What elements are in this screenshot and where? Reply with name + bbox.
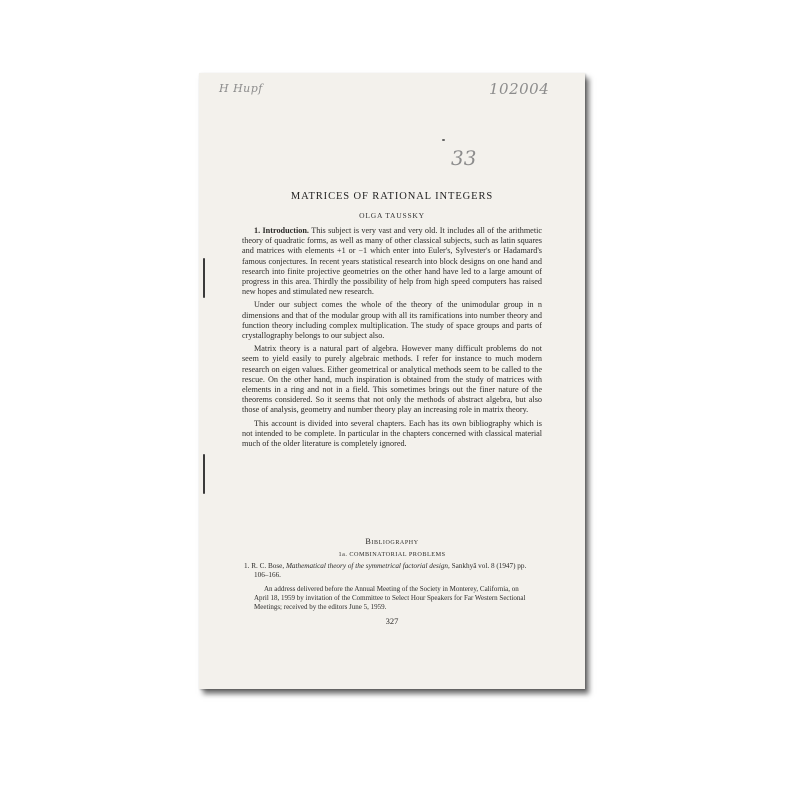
paragraph-text: This subject is very vast and very old. It includes all of the arithmetic theory of quadratic forms, as well as many of other classical subjects, such as latin squares and matrices with elements +1 or −1 which enter into Euler's, Sylvester's or Hadamard's famous conjectures. In recent years statistical research into block designs on one hand and research into finite projective geometries on the other hand have led to a large amount of progress in this area. Thirdly the possibility of help from high speed computers has raised new hopes and stimulated new research. (242, 226, 543, 297)
staple-bottom (203, 454, 205, 494)
reference-title: Mathematical theory of the symmetrical factorial design, (285, 562, 450, 570)
article-title: MATRICES OF RATIONAL INTEGERS (290, 191, 494, 202)
bibliography-subheading: 1a. COMBINATORIAL PROBLEMS (338, 551, 446, 558)
reference-author: R. C. Bose, (251, 562, 285, 570)
bibliography-reference (244, 562, 534, 581)
handwritten-author-note: H Hupf (219, 82, 263, 95)
section-heading: 1. Introduction. (254, 226, 309, 235)
staple-top (203, 258, 205, 298)
footnote: An address delivered before the Annual Meeting of the Society in Monterey, California, on April 18, 1959 by invitation of the Committee to Select Hour Speakers for Far Western Sectional Meetings; received by the editors June 5, 1959. (254, 585, 526, 612)
paragraph-text: This account is divided into several chapters. Each has its own bibliography which is not intended to be complete. In particular in the chapters concerned with classical material much of the older literature is completely ignored. (242, 418, 542, 449)
article-author: OLGA TAUSSKY (359, 211, 425, 220)
ink-mark (442, 139, 445, 141)
reference-number: 1. (244, 562, 250, 570)
paper-page (199, 73, 585, 689)
reference-details: Sankhyā vol. 8 (1947) pp. 106–166. (254, 562, 527, 580)
handwritten-page-note: 33 (451, 146, 477, 170)
paragraph-text: Under our subject comes the whole of the theory of the unimodular group in n dimensions and that of the modular group with all its ramifications into number theory and function theory including complex multiplication. The study of space groups and parts of crystallography belongs to our subject also. (242, 300, 542, 341)
bibliography-heading: Bibliography (365, 537, 419, 546)
paragraph-text: Matrix theory is a natural part of algebra. However many difficult problems do not seem to yield easily to purely algebraic methods. I refer for instance to much modern research on eigen values. Either geometrical or analytical methods seem to be called to the rescue. On the other hand, much inspiration is obtained from the study of matrices with elements in a ring and not in a field. This sometimes brings out the finer nature of the theorems considered. So it seems that not only the methods of abstract algebra, but also those of analysis, geometry and number theory play an increasing role in matrix theory. (242, 344, 542, 415)
article-body (242, 226, 542, 452)
handwritten-catalog-number: 102004 (489, 80, 550, 98)
paragraph-introduction (242, 226, 542, 297)
page-number: 327 (385, 616, 399, 626)
